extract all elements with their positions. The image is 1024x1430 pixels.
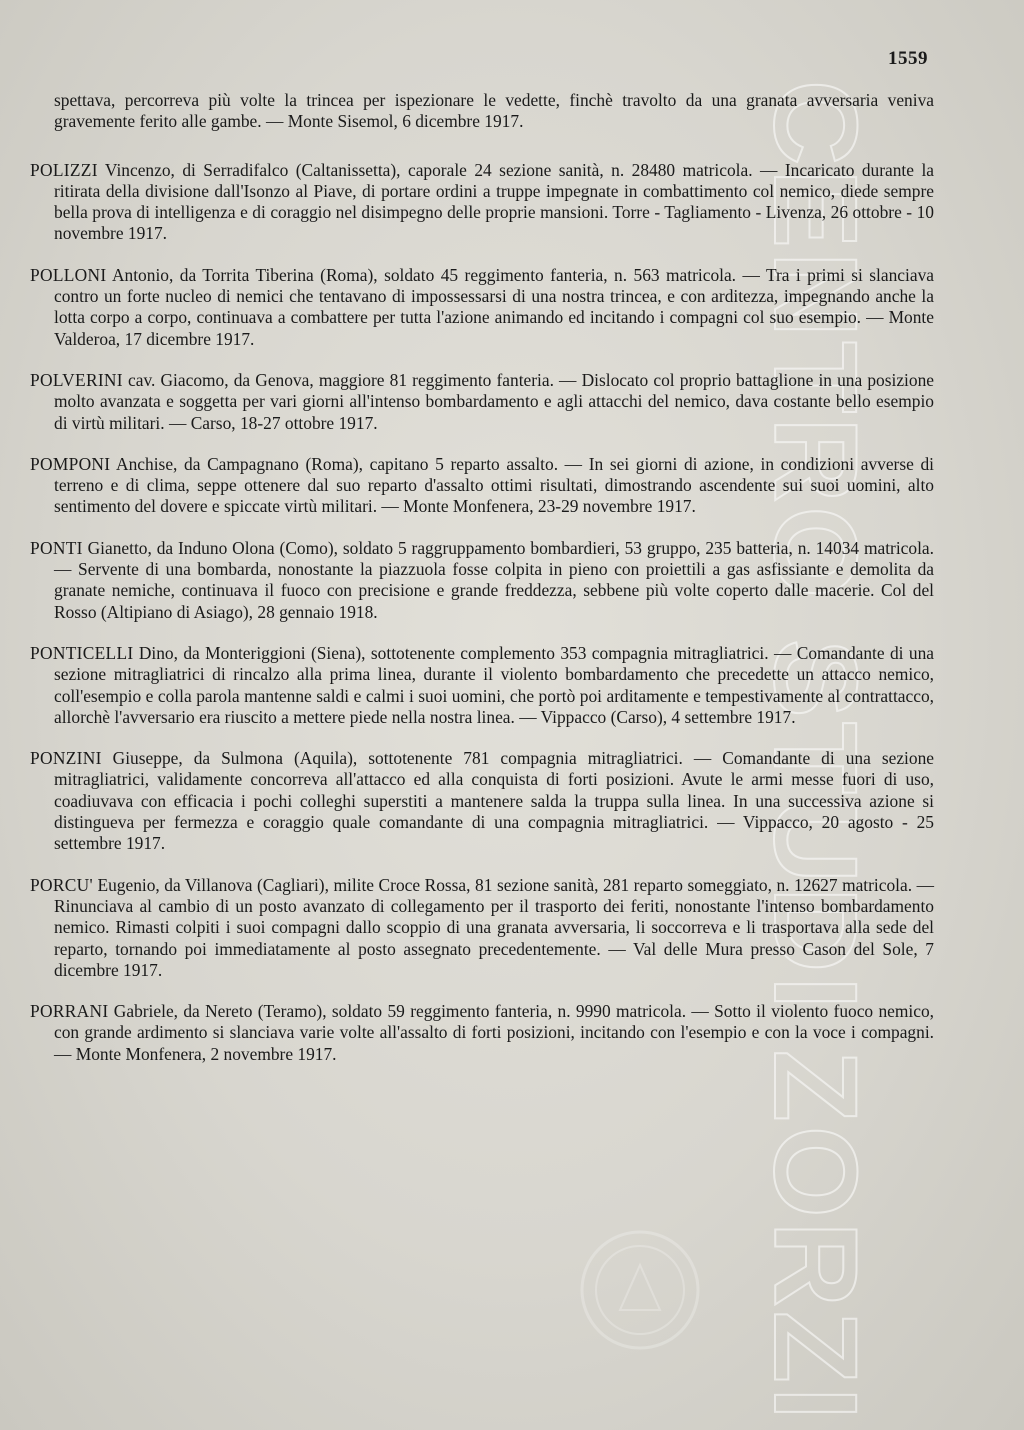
watermark-seal [575,1225,705,1355]
svg-text:CENTRO STUDI ZORZI: CENTRO STUDI ZORZI [749,80,881,1424]
citation-entry [30,748,934,854]
citation-text: Giuseppe, da Sulmona (Aquila), sottotenente 781 compagnia mitragliatrici. — Comandante di una sezione mitragliatrici, validamente concorreva all'attacco ed alla conquista di forti posizioni. Avute le armi messe fuori di uso, coadiuvava con efficacia i pochi colleghi superstiti a mantenere salda la truppa sulla linea. In una successiva azione si distingueva per fermezza e coraggio quale comandante di una compagnia mitragliatrici. — Vippacco, 20 agosto - 25 settembre 1917. [54,748,934,854]
citation-text: Antonio, da Torrita Tiberina (Roma), soldato 45 reggimento fanteria, n. 563 matricola. — Tra i primi si slanciava contro un forte nucleo di nemici che tentavano di impossessarsi di una nostra trincea, e con arditezza, impegnando anche la lotta corpo a corpo, continuava a combattere per tutta l'azione animando ed incitando i compagni col suo esempio. — Monte Valderoa, 17 dicembre 1917. [54,264,934,349]
citation-text: Eugenio, da Villanova (Cagliari), milite Croce Rossa, 81 sezione sanità, 281 reparto someggiato, n. 12627 matricola. — Rinunciava al cambio di un posto avanzato di collegamento per il trasporto dei feriti, nonostante l'intenso bombardamento nemico. Rimasti colpiti i suoi compagni dallo scoppio di una granata avversaria, li soccorreva e li trasportava alla sede del reparto, tornando poi immediatamente al posto assegnato precedentemente. — Val delle Mura presso Cason del Sole, 7 dicembre 1917. [54,874,934,980]
citation-text: Dino, da Monteriggioni (Siena), sottotenente complemento 353 compagnia mitragliatrici. — Comandante di una sezione mitragliatrici di rincalzo alla prima linea, durante il violento bombardamento che precedette un attacco nemico, coll'esempio e colla parola mantenne saldi e calmi i suoi uomini, che portò poi arditamente e tempestivamente al contrattacco, allorchè l'avversario era riuscito a mettere piede nella nostra linea. — Vippacco (Carso), 4 settembre 1917. [54,642,934,727]
citation-surname: PONTICELLI [30,642,134,663]
citation-text: Anchise, da Campagnano (Roma), capitano 5 reparto assalto. — In sei giorni di azione, in condizioni avverse di terreno e di clima, seppe ottenere dal suo reparto d'assalto ottimi risultati, dimostrando ascendente sui suoi uomini, alto sentimento del dovere e spiccate virtù militari. — Monte Monfenera, 23-29 novembre 1917. [54,453,934,517]
citation-surname: POMPONI [30,453,111,474]
document-body [30,90,934,1085]
citation-text: Gianetto, da Induno Olona (Como), soldato 5 raggruppamento bombardieri, 53 gruppo, 235 batteria, n. 14034 matricola. — Servente di una bombarda, nonostante la piazzuola fosse colpita in pieno con proiettili a gas asfissiante e demolita da granate nemiche, continuava il fuoco con precisione e grande freddezza, sebbene più volte coperto dalle macerie. Col del Rosso (Altipiano di Asiago), 28 gennaio 1918. [54,537,934,622]
citation-list [30,160,934,1065]
citation-surname: PORCU' [30,874,93,895]
citation-entry [30,265,934,350]
citation-entry [30,370,934,434]
citation-surname: PORRANI [30,1001,109,1022]
citation-surname: POLVERINI [30,369,123,390]
citation-surname: POLLONI [30,264,107,285]
citation-entry [30,454,934,518]
citation-surname: PONZINI [30,748,102,769]
citation-surname: PONTI [30,537,83,558]
citation-entry [30,160,934,245]
citation-surname: POLIZZI [30,159,98,180]
citation-entry [30,538,934,623]
citation-text: Gabriele, da Nereto (Teramo), soldato 59 reggimento fanteria, n. 9990 matricola. — Sotto il violento fuoco nemico, con grande ardimento si slanciava varie volte all'assalto di forti posizioni, incitando con l'esempio e con la voce i compagni. — Monte Monfenera, 2 novembre 1917. [54,1001,934,1064]
citation-entry [30,875,934,981]
citation-entry [30,1001,934,1065]
citation-text: Vincenzo, di Serradifalco (Caltanissetta), caporale 24 sezione sanità, n. 28480 matricola. — Incaricato durante la ritirata della divisione dall'Isonzo al Piave, di portare ordini a truppe impegnate in combattimento col nemico, diede sempre bella prova di intelligenza e di coraggio nel disimpegno delle proprie mansioni. Torre - Tagliamento - Livenza, 26 ottobre - 10 novembre 1917. [54,159,934,244]
citation-text: cav. Giacomo, da Genova, maggiore 81 reggimento fanteria. — Dislocato col proprio battaglione in una posizione molto avanzata e soggetta per vari giorni all'intenso bombardamento e agli attacchi del nemico, dava costante bello esempio di virtù militari. — Carso, 18-27 ottobre 1917. [54,369,934,433]
page-number: 1559 [888,48,928,69]
continued-paragraph: spettava, percorreva più volte la trincea per ispezionare le vedette, finchè travolto da una granata avversaria veniva gravemente ferito alle gambe. — Monte Sisemol, 6 dicembre 1917. [54,90,934,132]
citation-entry [30,643,934,728]
